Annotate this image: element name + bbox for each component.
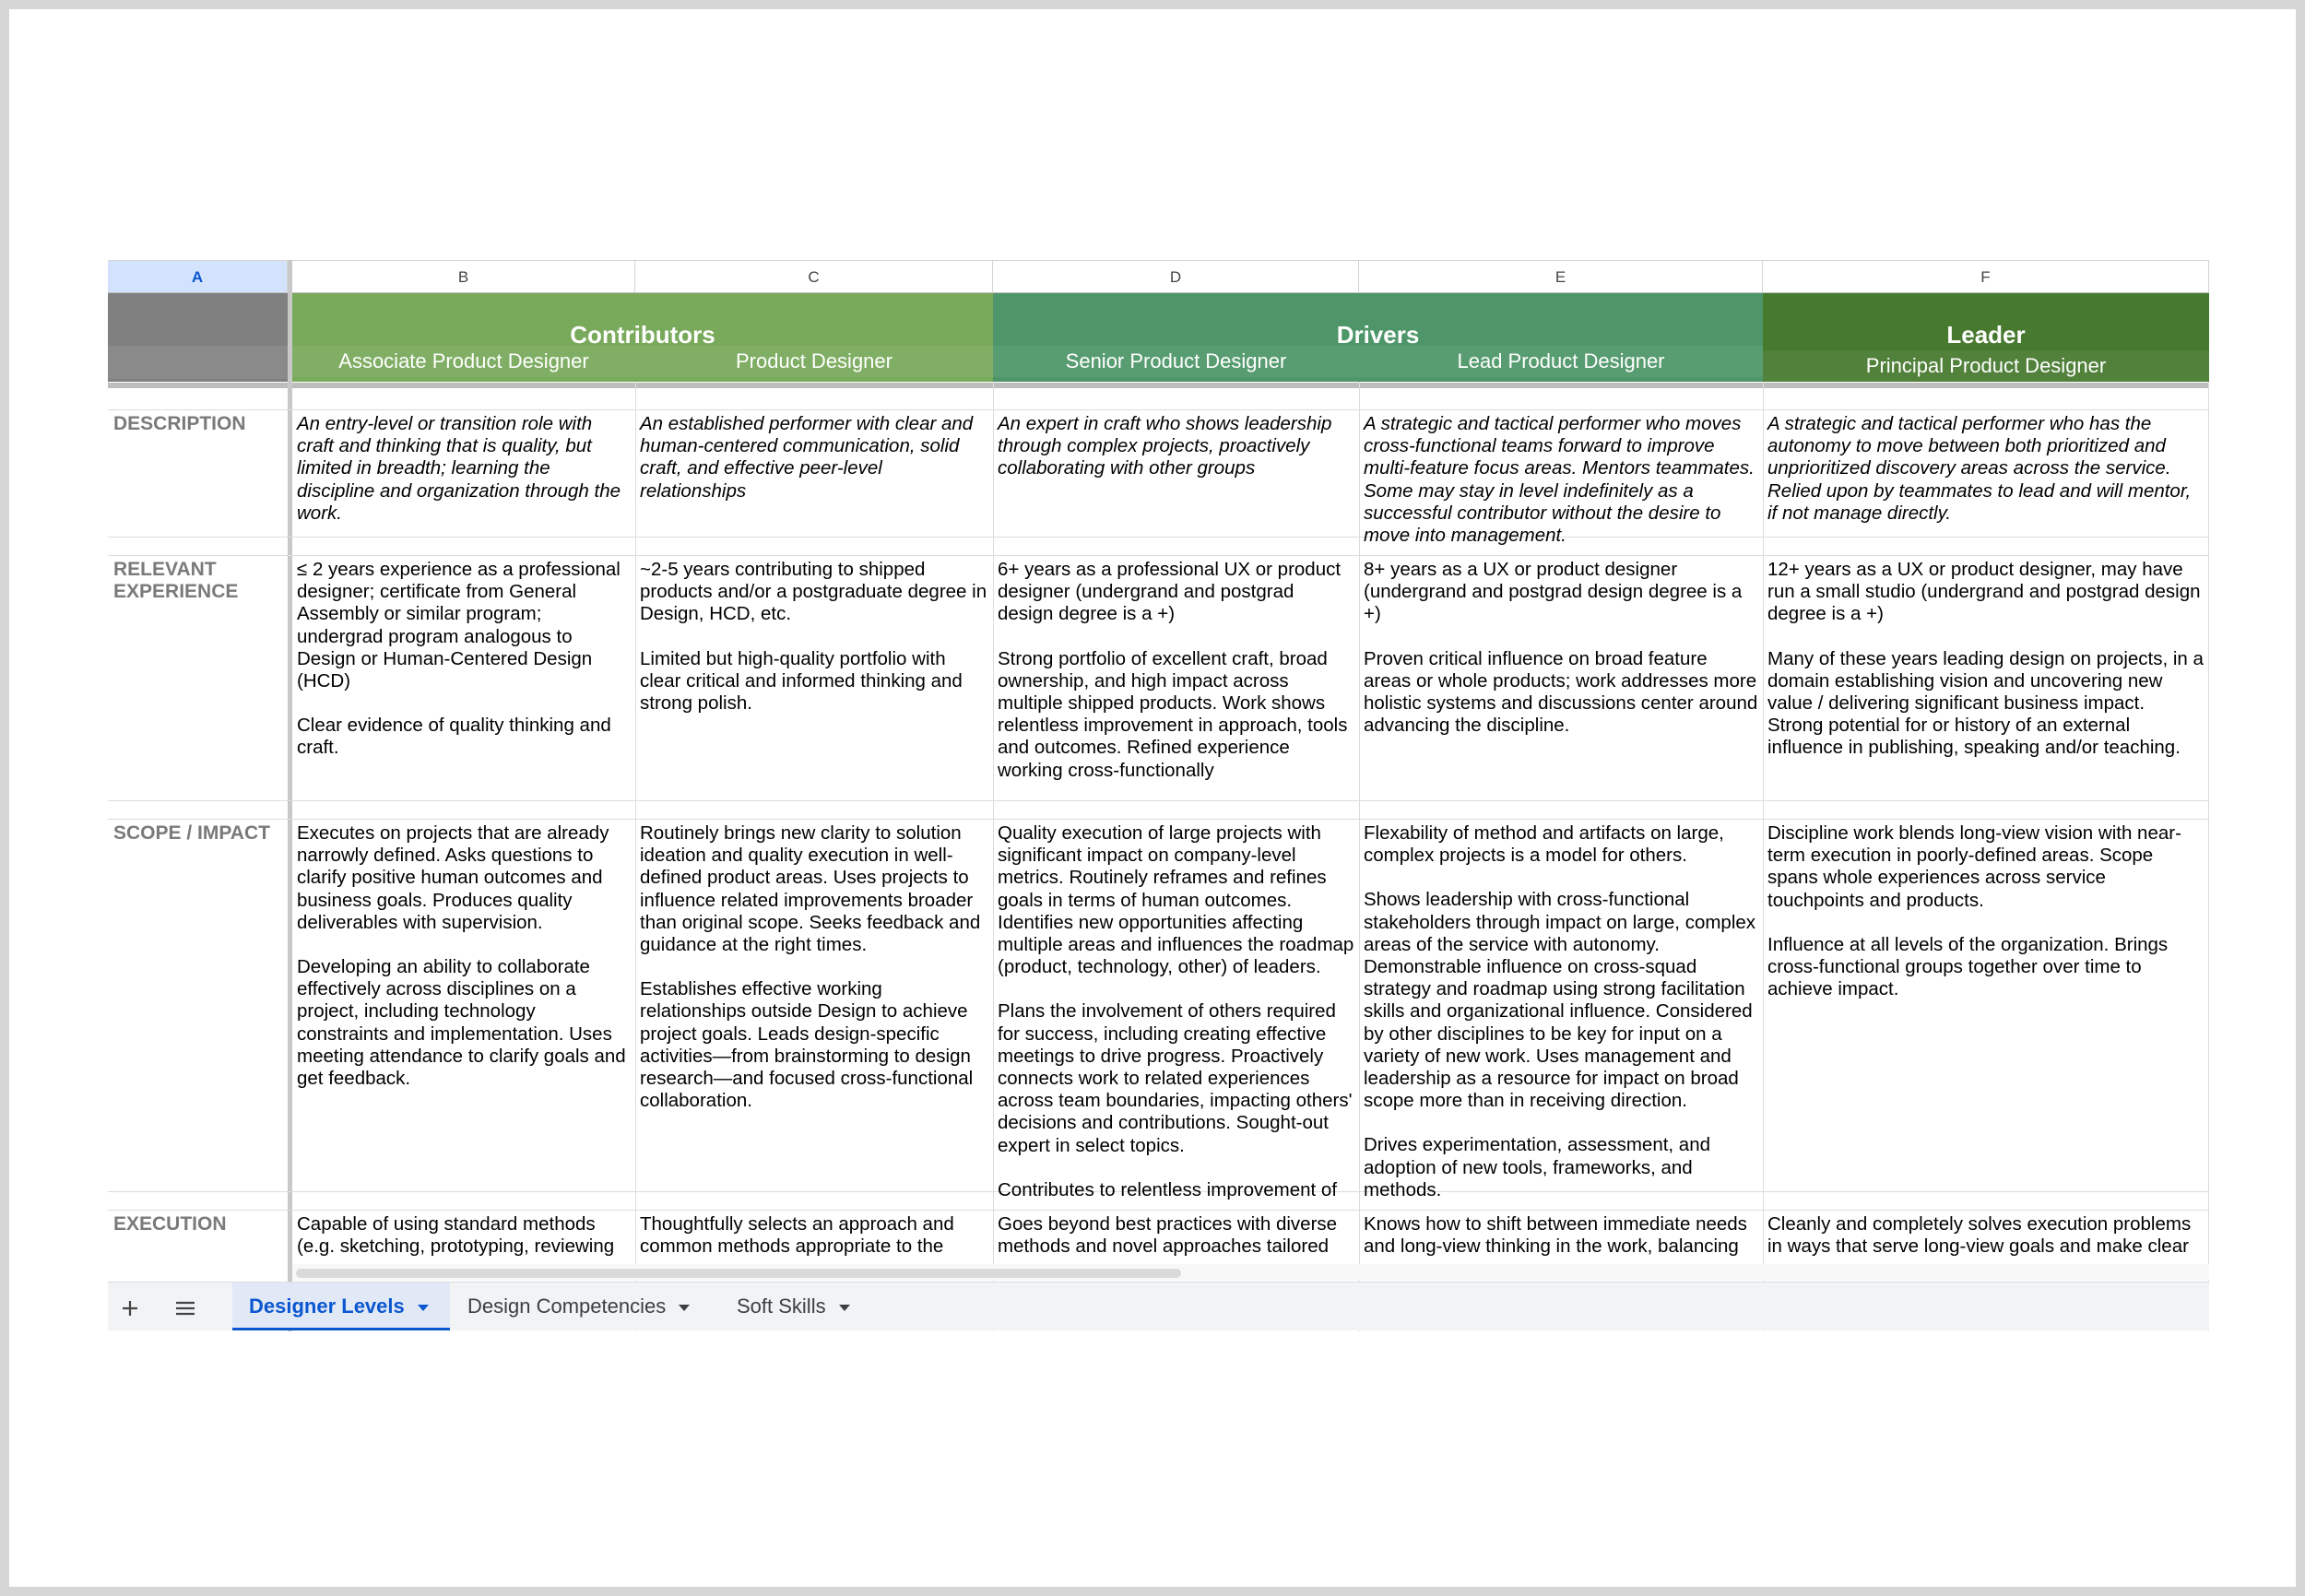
scope-lead-p3: Drives experimentation, assessment, and adoption of new tools, frameworks, and methods. bbox=[1364, 1134, 1711, 1200]
chevron-down-icon[interactable] bbox=[679, 1305, 690, 1311]
contributors-header[interactable] bbox=[292, 293, 993, 382]
row-label-scope-impact[interactable]: SCOPE / IMPACT bbox=[113, 822, 270, 844]
column-header-a[interactable]: A bbox=[108, 260, 288, 293]
scope-associate-p1: Executes on projects that are already narrowly defined. Asks questions to clarify positive human outcomes and business goals. Produces quality deliverables with supervision. bbox=[297, 822, 609, 933]
scope-senior-p1: Quality execution of large projects with significant impact on company-level metrics. Routinely reframes and refines goals in terms of human outcomes. Identifies new opportunities affecting multiple areas and influences the roadmap (product, technology, other) of leaders. bbox=[998, 822, 1354, 978]
execution-associate[interactable]: Capable of using standard methods (e.g. sketching, prototyping, reviewing bbox=[297, 1213, 615, 1258]
row-divider bbox=[108, 555, 2209, 556]
chevron-down-icon[interactable] bbox=[839, 1305, 850, 1311]
scope-principal-p1: Discipline work blends long-view vision with near-term execution in poorly-defined areas. Scope spans whole experiences across service touchpoints and products. bbox=[1767, 822, 2181, 911]
description-associate[interactable]: An entry-level or transition role with craft and thinking that is quality, but limited in breadth; learning the discipline and organization through the work. bbox=[297, 413, 621, 524]
description-principal[interactable]: A strategic and tactical performer who has the autonomy to move between both prioritized and unprioritized discovery areas across the service. Relied upon by teammates to lead and will mentor, if not manage directly. bbox=[1767, 413, 2192, 524]
experience-lead[interactable] bbox=[1359, 559, 1763, 798]
all-sheets-button[interactable] bbox=[167, 1290, 204, 1323]
description-lead[interactable]: A strategic and tactical performer who moves cross-functional teams forward to improve multi-feature focus areas. Mentors teammates. Some may stay in level indefinitely as a successful contributor without the desire to move into management. bbox=[1364, 413, 1755, 547]
column-header-b[interactable]: B bbox=[292, 260, 635, 293]
experience-principal[interactable] bbox=[1763, 559, 2209, 798]
tab-soft-skills[interactable] bbox=[720, 1283, 877, 1330]
row-label-description[interactable]: DESCRIPTION bbox=[113, 413, 246, 434]
plus-icon bbox=[120, 1298, 140, 1318]
contributors-group-title: Contributors bbox=[570, 321, 715, 349]
role-product-designer: Product Designer bbox=[635, 346, 993, 377]
scope-lead-p1: Flexability of method and artifacts on large, complex projects is a model for others. bbox=[1364, 822, 1724, 867]
experience-associate-p2: Clear evidence of quality thinking and craft. bbox=[297, 715, 611, 759]
column-header-f[interactable]: F bbox=[1763, 260, 2209, 293]
tab-design-competencies[interactable] bbox=[451, 1283, 718, 1330]
scope-senior-p3: Contributes to relentless improvement of bbox=[998, 1178, 1338, 1200]
header-cell-a[interactable] bbox=[108, 293, 288, 382]
scope-associate[interactable] bbox=[292, 822, 635, 1189]
experience-senior-p1: 6+ years as a professional UX or product designer (undergrand and postgrad design degree is a +) bbox=[998, 559, 1342, 625]
sheet-tabs-bar bbox=[108, 1282, 2209, 1330]
drivers-group-title: Drivers bbox=[1336, 321, 1420, 349]
scope-product[interactable] bbox=[635, 822, 993, 1189]
execution-lead[interactable]: Knows how to shift between immediate needs and long-view thinking in the work, balancing bbox=[1364, 1213, 1747, 1258]
row-divider bbox=[108, 819, 2209, 820]
scope-principal-p2: Influence at all levels of the organization. Brings cross-functional groups together over time to achieve impact. bbox=[1767, 933, 2169, 1000]
add-sheet-button[interactable] bbox=[112, 1290, 148, 1323]
spreadsheet-grid bbox=[108, 260, 2209, 1330]
execution-product[interactable]: Thoughtfully selects an approach and common methods appropriate to the bbox=[640, 1213, 954, 1258]
experience-senior-p2: Strong portfolio of excellent craft, broad ownership, and high impact across multiple shipped products. Work shows relentless improvement in approach, tools and outcomes. Refined experience working cross-functionally bbox=[998, 647, 1348, 781]
drivers-header[interactable] bbox=[993, 293, 1763, 382]
header-cell-a-shade bbox=[108, 346, 288, 379]
chevron-down-icon[interactable] bbox=[418, 1305, 429, 1311]
menu-icon bbox=[174, 1299, 196, 1318]
scope-lead[interactable] bbox=[1359, 822, 1763, 1200]
experience-principal-p2: Many of these years leading design on projects, in a domain establishing vision and uncovering new value / delivering significant business impact. Strong potential for or history of an external influence in publishing, speaking and/or teaching. bbox=[1767, 647, 2204, 759]
experience-product-p1: ~2-5 years contributing to shipped products and/or a postgraduate degree in Design, HCD, etc. bbox=[640, 559, 987, 625]
column-header-d[interactable]: D bbox=[993, 260, 1359, 293]
experience-principal-p1: 12+ years as a UX or product designer, may have run a small studio (undergrand and postgrad design degree is a +) bbox=[1767, 559, 2201, 625]
experience-product[interactable] bbox=[635, 559, 993, 798]
row-label-relevant-experience[interactable]: RELEVANT EXPERIENCE bbox=[113, 559, 239, 602]
description-senior[interactable]: An expert in craft who shows leadership through complex projects, proactively collaborating with other groups bbox=[998, 413, 1332, 479]
row-divider bbox=[108, 800, 2209, 801]
execution-senior[interactable]: Goes beyond best practices with diverse methods and novel approaches tailored bbox=[998, 1213, 1338, 1258]
tab-design-competencies-label: Design Competencies bbox=[467, 1295, 667, 1318]
role-principal-product-designer: Principal Product Designer bbox=[1763, 350, 2209, 382]
experience-associate[interactable] bbox=[292, 559, 635, 798]
leader-group-title: Leader bbox=[1946, 321, 2026, 349]
tab-designer-levels-label: Designer Levels bbox=[249, 1295, 405, 1318]
description-product[interactable]: An established performer with clear and human-centered communication, solid craft, and effective peer-level relationships bbox=[640, 413, 974, 502]
experience-associate-p1: ≤ 2 years experience as a professional designer; certificate from General Assembly or similar program; undergrad program analogous to Design or Human-Centered Design (HCD) bbox=[297, 559, 621, 692]
scope-principal[interactable] bbox=[1763, 822, 2209, 1189]
column-header-c[interactable]: C bbox=[635, 260, 993, 293]
scope-product-p1: Routinely brings new clarity to solution ideation and quality execution in well-defined product areas. Uses projects to influence related improvements broader than original scope. Seeks feedback and guidance at the right times. bbox=[640, 822, 981, 956]
experience-product-p2: Limited but high-quality portfolio with clear critical and informed thinking and strong polish. bbox=[640, 647, 963, 715]
scope-associate-p2: Developing an ability to collaborate effectively across disciplines on a project, including technology constraints and implementation. Uses meeting attendance to clarify goals and get feedback. bbox=[297, 956, 626, 1090]
experience-lead-p1: 8+ years as a UX or product designer (undergrand and postgrad design degree is a +) bbox=[1364, 559, 1743, 625]
leader-header[interactable] bbox=[1763, 293, 2209, 382]
scope-product-p2: Establishes effective working relationships outside Design to achieve project goals. Leads design-specific activities—from brainstorming to design research—and focused cross-functional collaboration. bbox=[640, 978, 974, 1112]
scope-senior-p2: Plans the involvement of others required for success, including creating effective meetings to drive progress. Proactively connects work to related experiences across team boundaries, impacting others' decisions and contributions. Sought-out expert in select topics. bbox=[998, 1000, 1353, 1156]
column-header-e[interactable]: E bbox=[1359, 260, 1763, 293]
role-associate-product-designer: Associate Product Designer bbox=[292, 346, 635, 377]
row-divider bbox=[108, 409, 2209, 410]
experience-senior[interactable] bbox=[993, 559, 1359, 798]
horizontal-scrollbar-thumb[interactable] bbox=[296, 1269, 1181, 1278]
experience-lead-p2: Proven critical influence on broad feature areas or whole products; work addresses more holistic systems and discussions center around advancing the discipline. bbox=[1364, 647, 1758, 737]
scope-lead-p2: Shows leadership with cross-functional stakeholders through impact on large, complex areas of the service with autonomy. Demonstrable influence on cross-squad strategy and roadmap using strong facilitation skills and organizational influence. Considered by other disciplines to be key for input on a variety of new work. Uses management and leadership as a resource for impact on broad scope more than in receiving direction. bbox=[1364, 889, 1756, 1112]
tab-designer-levels[interactable] bbox=[232, 1283, 450, 1330]
tab-soft-skills-label: Soft Skills bbox=[737, 1295, 826, 1318]
row-divider bbox=[108, 537, 2209, 538]
role-lead-product-designer: Lead Product Designer bbox=[1359, 346, 1763, 377]
row-label-execution[interactable]: EXECUTION bbox=[113, 1213, 227, 1235]
role-senior-product-designer: Senior Product Designer bbox=[993, 346, 1359, 377]
row-divider bbox=[108, 1210, 2209, 1211]
header-separator bbox=[108, 383, 2209, 388]
scope-senior[interactable] bbox=[993, 822, 1359, 1200]
execution-principal[interactable]: Cleanly and completely solves execution problems in ways that serve long-view goals and make clear bbox=[1767, 1213, 2192, 1258]
